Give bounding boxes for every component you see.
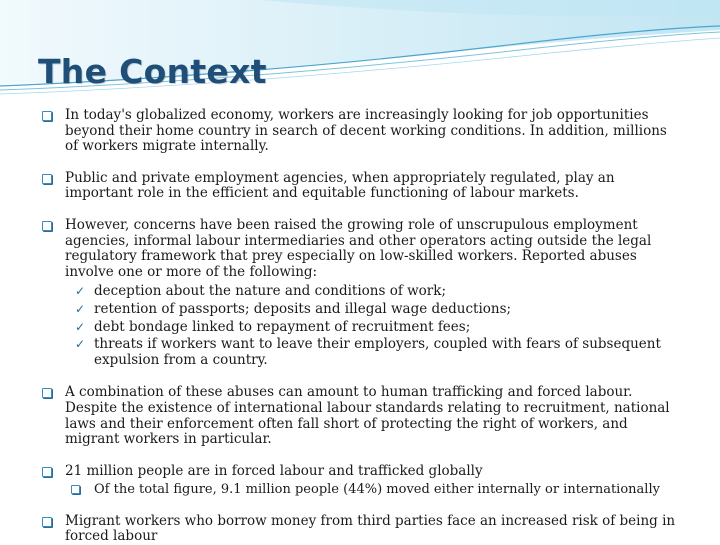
bullet-text: 21 million people are in forced labour and trafficked globally	[65, 462, 483, 479]
slide-content	[42, 108, 682, 545]
list-item-text: threats if workers want to leave their employers, coupled with fears of subsequent expulsion from a country.	[94, 336, 661, 368]
bullet-text: Public and private employment agencies, when appropriately regulated, play an important role in the efficient and equitable functioning of labour markets.	[65, 169, 615, 202]
square-bullet-icon	[42, 221, 52, 231]
checkmark-icon: ✓	[75, 284, 86, 299]
bullet-item	[42, 171, 682, 202]
bullet-text: A combination of these abuses can amount to human trafficking and forced labour. Despite the existence of international labour standards relating to recruitment, national laws and their enforcement often fall short of protecting the right of workers, and migrant workers in particular.	[65, 384, 670, 448]
bullet-item	[42, 385, 682, 447]
bullet-item	[42, 514, 682, 545]
bullet-text: Migrant workers who borrow money from third parties face an increased risk of being in forced labour	[65, 512, 676, 545]
abuse-list	[71, 284, 682, 368]
bullet-item	[42, 108, 682, 155]
checkmark-icon: ✓	[75, 337, 86, 352]
bullet-text: In today's globalized economy, workers are increasingly looking for job opportunities beyond their home country in search of decent working conditions. In addition, millions of workers migrate internally.	[65, 107, 667, 155]
sub-bullet-text: Of the total figure, 9.1 million people (44%) moved either internally or internationally	[94, 482, 660, 498]
square-bullet-icon	[42, 174, 52, 184]
square-bullet-icon	[42, 111, 52, 121]
list-item-text: deception about the nature and conditions of work;	[94, 283, 446, 300]
square-bullet-icon	[71, 485, 80, 494]
bullet-text: However, concerns have been raised the growing role of unscrupulous employment agencies, informal labour intermediaries and other operators acting outside the legal regulatory framework that prey especially on low-skilled workers. Reported abuses involve one or more of the following:	[65, 216, 652, 280]
checkmark-icon: ✓	[75, 319, 86, 334]
square-bullet-icon	[42, 388, 52, 398]
list-item	[71, 302, 682, 318]
list-item-text: retention of passports; deposits and illegal wage deductions;	[94, 300, 512, 317]
square-bullet-icon	[42, 517, 52, 527]
list-item	[71, 284, 682, 300]
bullet-item	[42, 218, 682, 368]
bullet-item	[42, 464, 682, 498]
list-item	[71, 337, 682, 368]
square-bullet-icon	[42, 467, 52, 477]
list-item	[71, 320, 682, 336]
sub-bullet-item	[71, 482, 682, 498]
checkmark-icon: ✓	[75, 301, 86, 316]
page-title: The Context	[38, 52, 267, 91]
list-item-text: debt bondage linked to repayment of recruitment fees;	[94, 318, 471, 335]
